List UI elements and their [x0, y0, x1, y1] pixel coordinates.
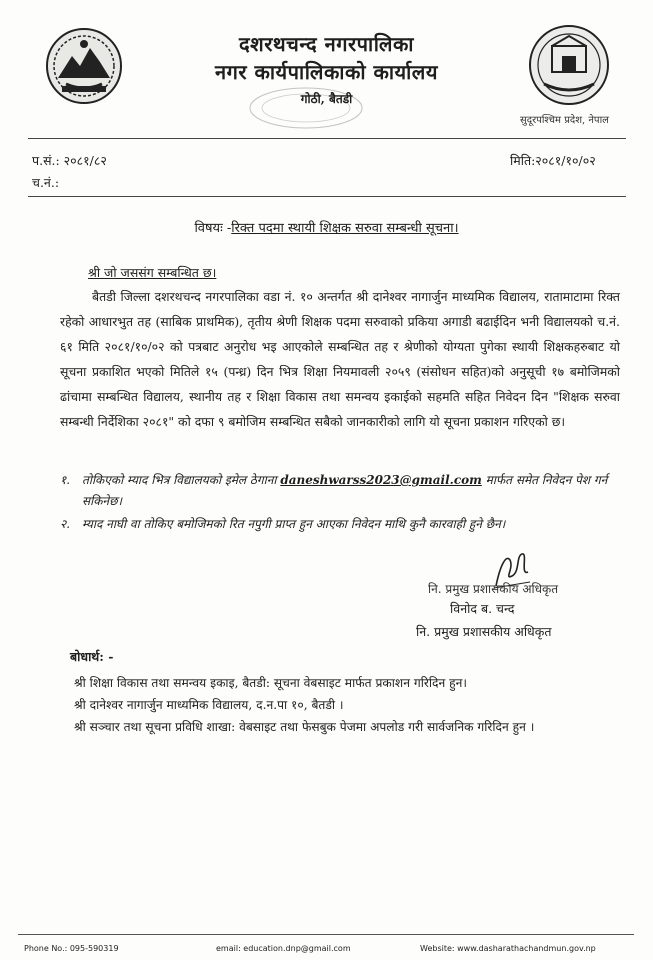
officer-title: नि. प्रमुख प्रशासकीय अधिकृत [416, 624, 552, 639]
footer-divider [18, 934, 634, 935]
address: गोठी, बैतडी [300, 92, 353, 106]
notes-list [60, 470, 620, 537]
office-name: नगर कार्यपालिकाको कार्यालय [215, 60, 438, 84]
signature-line: नि. प्रमुख प्रशासकीय अधिकृत [428, 582, 559, 596]
salutation: श्री जो जससंग सम्बन्धित छ। [88, 265, 217, 280]
school-email-link[interactable]: daneshwarss2023@gmail.com [280, 473, 482, 487]
footer-phone: Phone No.: 095-590319 [24, 944, 119, 953]
note-item [60, 514, 620, 535]
note-number: १. [60, 473, 71, 487]
note-text: म्याद नाघी वा तोकिए बमोजिमको रित नपुगी प्राप्त हुन आएका निवेदन माथि कुनै कारवाही हुने छैन। [82, 517, 506, 531]
subject-text: रिक्त पदमा स्थायी शिक्षक सरुवा सम्बन्धी सूचना। [231, 221, 459, 236]
note-item [60, 470, 620, 512]
reference-divider [28, 196, 626, 197]
cc-list [74, 672, 534, 738]
org-name: दशरथचन्द नगरपालिका [238, 32, 414, 56]
subject-line [0, 218, 653, 236]
cc-item: श्री सञ्चार तथा सूचना प्रविधि शाखा: वेबसाइट तथा फेसबुक पेजमा अपलोड गरी सार्वजनिक गरिदिन हुन । [74, 720, 535, 734]
header-divider [28, 138, 626, 139]
dispatch-number: च.नं.: [32, 175, 60, 190]
subject-label: विषयः - [194, 221, 232, 236]
footer-website[interactable]: Website: www.dasharathachandmun.gov.np [420, 944, 596, 953]
cc-item: श्री दानेश्वर नागार्जुन माध्यमिक विद्यालय, द.न.पा १०, बैतडी । [74, 698, 344, 712]
note-text-end: मार्फत समेत निवेदन पेश गर्न सकिनेछ। [82, 473, 608, 508]
letter-date: मिति:२०८१/१०/०२ [510, 153, 596, 168]
body-paragraph: बैतडी जिल्ला दशरथचन्द नगरपालिका वडा नं. १० अन्तर्गत श्री दानेश्वर नागार्जुन माध्यमिक विद्यालय, रातामाटामा रिक्त रहेको आधारभुत तह (साबिक प्राथमिक), तृतीय श्रेणी शिक्षक पदमा सरुवाको प्रकिया अगाडी बढाईदिन भनी विद्यालयको च.नं. ६१ मिति २०८१/१०/०२ को पत्रबाट अनुरोध भइ आएकोले सम्बन्धित तह र श्रेणीको योग्यता पुगेका स्थायी शिक्षकहरुबाट यो सूचना प्रकाशित भएको मितिले १५ (पन्ध्र) दिन भित्र शिक्षा नियमावली २०५९ (संसोधन सहित)को अनुसूची १७ बमोजिमको ढांचामा सम्बन्धित विद्यालय, स्थानीय तह र शिक्षा विकास तथा समन्वय इकाईको सहमति सहित निवेदन दिन "शिक्षक सरुवा सम्बन्धी निर्देशिका २०८१" को दफा ९ बमोजिम सम्बन्धित सबैको जानकारीको लागि यो सूचना प्रकाशन गरिएको छ। [60, 289, 620, 429]
note-text: तोकिएको म्याद भित्र विद्यालयको इमेल ठेगाना [82, 473, 281, 487]
reference-number: प.सं.: २०८१/८२ [32, 153, 107, 168]
cc-title: बोधार्थ: - [70, 649, 114, 664]
province: सुदूरपश्चिम प्रदेश, नेपाल [520, 115, 609, 126]
footer-email[interactable]: email: education.dnp@gmail.com [216, 944, 351, 953]
note-number: २. [60, 517, 71, 531]
cc-item: श्री शिक्षा विकास तथा समन्वय इकाइ, बैतडी: सूचना वेबसाइट मार्फत प्रकाशन गरिदिन हुन। [74, 676, 467, 690]
officer-name: विनोद ब. चन्द [450, 601, 515, 616]
